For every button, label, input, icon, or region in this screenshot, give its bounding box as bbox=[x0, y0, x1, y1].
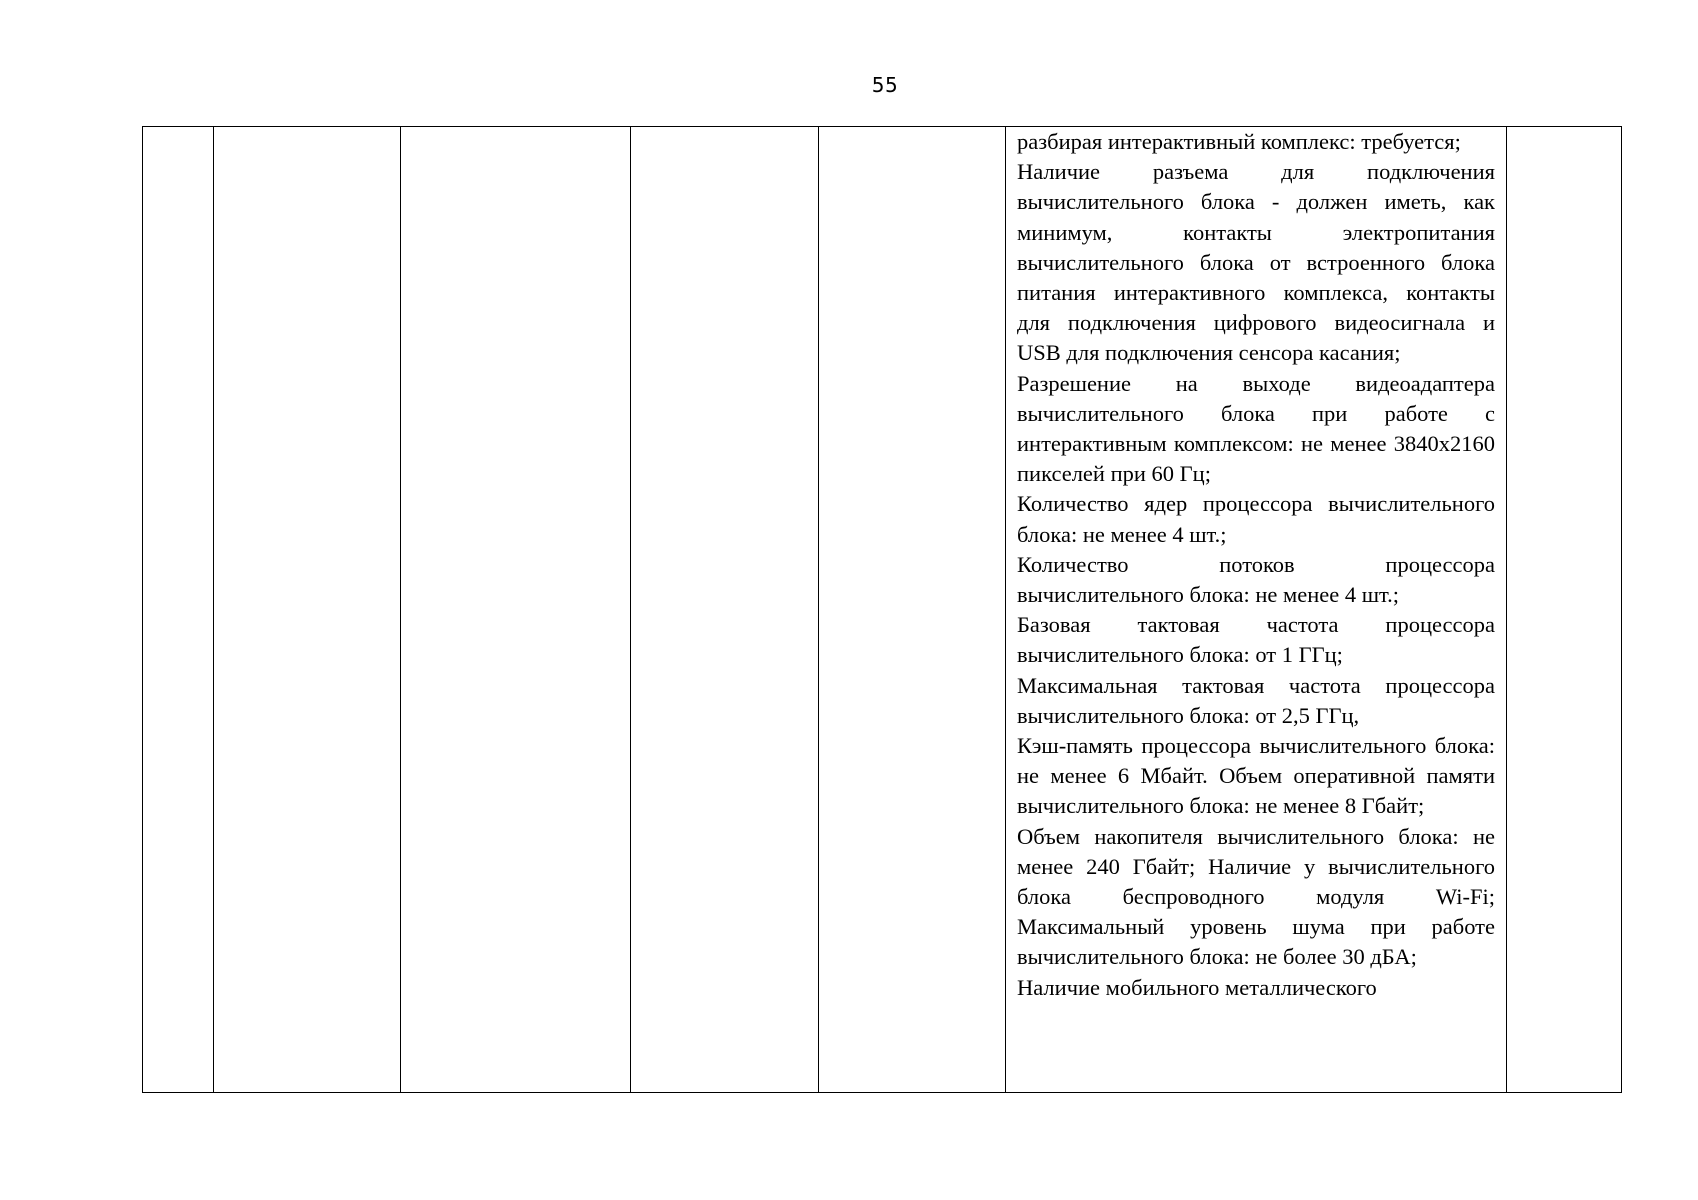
description-paragraph: Объем накопителя вычислительного блока: не менее 240 Гбайт; Наличие у вычислительного блока беспроводного модуля Wi-Fi; Максимальный уровень шума при работе вычислительного блока: не более 30 дБА; bbox=[1017, 823, 1495, 970]
description-paragraph: Базовая тактовая частота процессора вычислительного блока: от 1 ГГц; bbox=[1017, 612, 1495, 668]
description-paragraph: Разрешение на выходе видеоадаптера вычислительного блока при работе с интерактивным комплексом: не менее 3840x2160 пикселей при 60 Гц; bbox=[1017, 370, 1495, 487]
description-paragraph: Наличие мобильного металлического bbox=[1017, 974, 1377, 1000]
description-paragraph: Количество потоков процессора вычислительного блока: не менее 4 шт.; bbox=[1017, 551, 1495, 608]
description-paragraph: Наличие разъема для подключения вычислительного блока - должен иметь, как минимум, контакты электропитания вычислительного блока от встроенного блока питания интерактивного комплекса, контакты для подключения цифрового видеосигнала и USB для подключения сенсора касания; bbox=[1017, 159, 1495, 366]
page-number: 55 bbox=[871, 73, 899, 97]
cell-col-5 bbox=[819, 127, 1006, 1093]
cell-col-4 bbox=[631, 127, 819, 1093]
cell-description bbox=[1006, 127, 1507, 1093]
cell-col-7 bbox=[1507, 127, 1622, 1093]
cell-number bbox=[143, 127, 214, 1093]
description-paragraph: разбирая интерактивный комплекс: требуется; bbox=[1017, 129, 1461, 154]
description-paragraph: Количество ядер процессора вычислительного блока: не менее 4 шт.; bbox=[1017, 491, 1495, 547]
description-paragraph: Максимальная тактовая частота процессора вычислительного блока: от 2,5 ГГц, bbox=[1017, 672, 1495, 728]
description-text bbox=[1017, 127, 1495, 1003]
table-row bbox=[143, 127, 1622, 1093]
spec-table bbox=[142, 126, 1622, 1093]
cell-col-3 bbox=[401, 127, 631, 1093]
cell-col-2 bbox=[214, 127, 401, 1093]
description-paragraph: Кэш-память процессора вычислительного блока: не менее 6 Мбайт. Объем оперативной памяти вычислительного блока: не менее 8 Гбайт; bbox=[1017, 733, 1495, 819]
